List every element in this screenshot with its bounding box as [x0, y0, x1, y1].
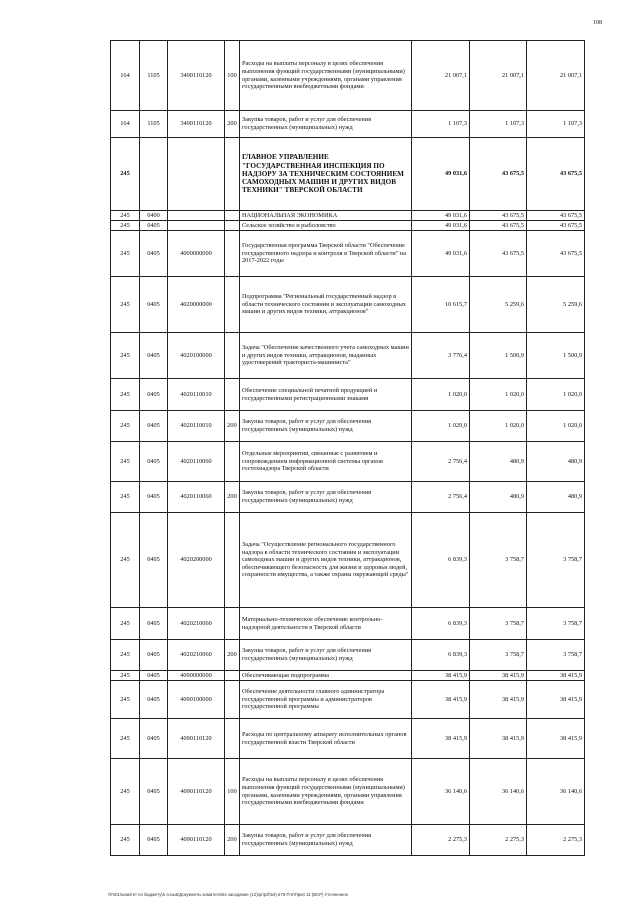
section-code-cell: 0405	[140, 759, 168, 825]
amount-year1-cell: 2 756,4	[412, 482, 470, 513]
amount-year2-cell: 43 675,5	[470, 138, 527, 211]
amount-year2-cell: 5 259,6	[470, 277, 527, 333]
target-article-cell	[168, 211, 225, 221]
amount-year3-cell: 43 675,5	[527, 221, 585, 231]
admin-code-cell: 245	[111, 411, 140, 442]
admin-code-cell: 245	[111, 513, 140, 608]
amount-year2-cell: 38 415,9	[470, 671, 527, 681]
amount-year3-cell: 21 007,1	[527, 41, 585, 111]
admin-code-cell: 245	[111, 608, 140, 640]
amount-year2-cell: 1 020,0	[470, 379, 527, 411]
expense-type-cell: 200	[225, 411, 240, 442]
expense-type-cell	[225, 442, 240, 482]
item-name-cell: Сельское хозяйство и рыболовство	[240, 221, 412, 231]
amount-year3-cell: 1 500,9	[527, 333, 585, 379]
table-row	[111, 41, 585, 111]
amount-year2-cell: 1 020,0	[470, 411, 527, 442]
item-name-cell: Закупка товаров, работ и услуг для обеспечения государственных (муниципальных) нужд	[240, 482, 412, 513]
amount-year2-cell: 3 758,7	[470, 640, 527, 671]
target-article-cell: 4020110060	[168, 442, 225, 482]
item-name-cell: Расходы по центральному аппарату исполнительных органов государственной власти Тверской области	[240, 719, 412, 759]
amount-year2-cell: 43 675,5	[470, 221, 527, 231]
section-code-cell: 0405	[140, 640, 168, 671]
target-article-cell: 4090000000	[168, 671, 225, 681]
section-code-cell: 0405	[140, 681, 168, 719]
amount-year1-cell: 6 839,3	[412, 513, 470, 608]
target-article-cell: 4020100000	[168, 333, 225, 379]
amount-year1-cell: 1 107,3	[412, 111, 470, 138]
item-name-cell: Закупка товаров, работ и услуг для обеспечения государственных (муниципальных) нужд	[240, 825, 412, 856]
target-article-cell: 4020210060	[168, 608, 225, 640]
table-row	[111, 513, 585, 608]
target-article-cell: 4020000000	[168, 277, 225, 333]
section-code-cell: 0405	[140, 671, 168, 681]
amount-year2-cell: 38 415,9	[470, 719, 527, 759]
item-name-cell: Обеспечивающая подпрограмма	[240, 671, 412, 681]
item-name-cell: Государственная программа Тверской области "Обеспечение государственного надзора и контроля в Тверской области" на 2017-2022 годы	[240, 231, 412, 277]
amount-year3-cell: 5 259,6	[527, 277, 585, 333]
amount-year1-cell: 49 031,6	[412, 138, 470, 211]
amount-year2-cell: 480,9	[470, 442, 527, 482]
target-article-cell: 4020210060	[168, 640, 225, 671]
target-article-cell: 4020110060	[168, 482, 225, 513]
table-row	[111, 379, 585, 411]
amount-year3-cell: 43 675,5	[527, 231, 585, 277]
expense-type-cell	[225, 719, 240, 759]
amount-year1-cell: 10 615,7	[412, 277, 470, 333]
target-article-cell: 4090110120	[168, 719, 225, 759]
admin-code-cell: 164	[111, 111, 140, 138]
section-code-cell: 0405	[140, 608, 168, 640]
admin-code-cell: 245	[111, 671, 140, 681]
admin-code-cell: 245	[111, 277, 140, 333]
table-row	[111, 277, 585, 333]
section-code-cell: 0405	[140, 442, 168, 482]
expense-type-cell	[225, 671, 240, 681]
amount-year1-cell: 49 031,6	[412, 231, 470, 277]
expense-type-cell: 200	[225, 825, 240, 856]
admin-code-cell: 245	[111, 482, 140, 513]
table-row	[111, 640, 585, 671]
table-row	[111, 825, 585, 856]
admin-code-cell: 245	[111, 221, 140, 231]
admin-code-cell: 245	[111, 640, 140, 671]
amount-year2-cell: 2 275,3	[470, 825, 527, 856]
target-article-cell: 4000000000	[168, 231, 225, 277]
item-name-cell: Материально-техническое обеспечение контрольно-надзорной деятельности в Тверской области	[240, 608, 412, 640]
amount-year1-cell: 36 140,6	[412, 759, 470, 825]
amount-year1-cell: 2 756,4	[412, 442, 470, 482]
amount-year1-cell: 49 031,6	[412, 211, 470, 221]
amount-year3-cell: 38 415,9	[527, 681, 585, 719]
table-row	[111, 221, 585, 231]
expense-type-cell	[225, 138, 240, 211]
item-name-cell: Обеспечение деятельности главного администратора государственной программы и администраторов государственной программы	[240, 681, 412, 719]
expense-type-cell	[225, 211, 240, 221]
section-code-cell: 0405	[140, 513, 168, 608]
amount-year3-cell: 43 675,5	[527, 211, 585, 221]
expense-type-cell	[225, 277, 240, 333]
item-name-cell: Подпрограмма "Региональный государственный надзор в области технического состояния и эксплуатации самоходных машин и других видов техники, аттракционов"	[240, 277, 412, 333]
amount-year1-cell: 21 007,1	[412, 41, 470, 111]
expense-type-cell	[225, 221, 240, 231]
table-row	[111, 333, 585, 379]
section-code-cell: 0405	[140, 379, 168, 411]
amount-year2-cell: 480,9	[470, 482, 527, 513]
section-code-cell: 0405	[140, 221, 168, 231]
target-article-cell: 4090110120	[168, 825, 225, 856]
admin-code-cell: 245	[111, 333, 140, 379]
amount-year2-cell: 36 140,6	[470, 759, 527, 825]
item-name-cell: Расходы на выплаты персоналу в целях обеспечения выполнения функций государственными (муниципальными) органами, казенными учреждениями, органами управления государственными внебюджетными фондами	[240, 41, 412, 111]
expense-type-cell	[225, 513, 240, 608]
amount-year2-cell: 1 500,9	[470, 333, 527, 379]
table-row	[111, 681, 585, 719]
amount-year2-cell: 21 007,1	[470, 41, 527, 111]
item-name-cell: Расходы на выплаты персоналу в целях обеспечения выполнения функций государственными (муниципальными) органами, казенными учреждениями, органами управления государственными внебюджетными фондами	[240, 759, 412, 825]
target-article-cell: 4020110010	[168, 379, 225, 411]
admin-code-cell: 245	[111, 681, 140, 719]
item-name-cell: НАЦИОНАЛЬНАЯ ЭКОНОМИКА	[240, 211, 412, 221]
amount-year2-cell: 3 758,7	[470, 513, 527, 608]
section-code-cell: 0405	[140, 411, 168, 442]
section-code-cell: 0400	[140, 211, 168, 221]
item-name-cell: Обеспечение специальной печатной продукцией и государственными регистрационными знаками	[240, 379, 412, 411]
amount-year3-cell: 36 140,6	[527, 759, 585, 825]
admin-code-cell: 245	[111, 825, 140, 856]
amount-year1-cell: 38 415,9	[412, 719, 470, 759]
amount-year3-cell: 2 275,3	[527, 825, 585, 856]
expense-type-cell	[225, 608, 240, 640]
table-row	[111, 442, 585, 482]
file-path-footer: \\Fs01\комитет по бюджету\6 созыв\Документы комитета\54 заседание (12)\pr\pzl\54) 675-П-6\Прил 11 (ВСР) Уточненное	[108, 892, 349, 897]
table-row	[111, 482, 585, 513]
target-article-cell	[168, 138, 225, 211]
admin-code-cell: 245	[111, 138, 140, 211]
target-article-cell	[168, 221, 225, 231]
amount-year3-cell: 1 020,0	[527, 379, 585, 411]
amount-year1-cell: 38 415,9	[412, 681, 470, 719]
item-name-cell: Закупка товаров, работ и услуг для обеспечения государственных (муниципальных) нужд	[240, 411, 412, 442]
amount-year3-cell: 3 758,7	[527, 640, 585, 671]
expense-type-cell	[225, 681, 240, 719]
target-article-cell: 3490110120	[168, 41, 225, 111]
admin-code-cell: 164	[111, 41, 140, 111]
amount-year1-cell: 38 415,9	[412, 671, 470, 681]
admin-code-cell: 245	[111, 759, 140, 825]
expense-type-cell	[225, 379, 240, 411]
amount-year3-cell: 480,9	[527, 442, 585, 482]
expense-type-cell: 100	[225, 759, 240, 825]
expense-type-cell	[225, 333, 240, 379]
admin-code-cell: 245	[111, 379, 140, 411]
amount-year2-cell: 1 107,3	[470, 111, 527, 138]
section-code-cell: 0405	[140, 231, 168, 277]
amount-year1-cell: 2 275,3	[412, 825, 470, 856]
table-row	[111, 138, 585, 211]
table-row	[111, 759, 585, 825]
section-code-cell: 0405	[140, 277, 168, 333]
table-row	[111, 608, 585, 640]
admin-code-cell: 245	[111, 231, 140, 277]
table-row	[111, 231, 585, 277]
amount-year2-cell: 43 675,5	[470, 211, 527, 221]
table-row	[111, 111, 585, 138]
target-article-cell: 3490110120	[168, 111, 225, 138]
amount-year2-cell: 3 758,7	[470, 608, 527, 640]
amount-year2-cell: 38 415,9	[470, 681, 527, 719]
item-name-cell: Отдельные мероприятия, связанные с развитием и сопровождением информационной системы органов гостехнадзора Тверской области	[240, 442, 412, 482]
amount-year1-cell: 3 776,4	[412, 333, 470, 379]
table-row	[111, 719, 585, 759]
expense-type-cell: 200	[225, 640, 240, 671]
amount-year3-cell: 38 415,9	[527, 671, 585, 681]
expense-type-cell: 200	[225, 482, 240, 513]
expense-type-cell: 200	[225, 111, 240, 138]
section-code-cell: 0405	[140, 333, 168, 379]
amount-year3-cell: 1 107,3	[527, 111, 585, 138]
section-code-cell: 0405	[140, 719, 168, 759]
budget-table	[110, 40, 585, 856]
admin-code-cell: 245	[111, 211, 140, 221]
amount-year3-cell: 3 758,7	[527, 513, 585, 608]
amount-year3-cell: 3 758,7	[527, 608, 585, 640]
item-name-cell: Закупка товаров, работ и услуг для обеспечения государственных (муниципальных) нужд	[240, 640, 412, 671]
amount-year2-cell: 43 675,5	[470, 231, 527, 277]
item-name-cell: Закупка товаров, работ и услуг для обеспечения государственных (муниципальных) нужд	[240, 111, 412, 138]
amount-year3-cell: 38 415,9	[527, 719, 585, 759]
admin-code-cell: 245	[111, 442, 140, 482]
amount-year1-cell: 6 839,3	[412, 640, 470, 671]
amount-year1-cell: 1 020,0	[412, 379, 470, 411]
section-code-cell: 1105	[140, 111, 168, 138]
table-row	[111, 671, 585, 681]
amount-year3-cell: 1 020,0	[527, 411, 585, 442]
amount-year1-cell: 49 031,6	[412, 221, 470, 231]
amount-year1-cell: 1 020,0	[412, 411, 470, 442]
section-code-cell: 0405	[140, 825, 168, 856]
target-article-cell: 4090100000	[168, 681, 225, 719]
table-row	[111, 211, 585, 221]
section-code-cell	[140, 138, 168, 211]
section-code-cell: 0405	[140, 482, 168, 513]
item-name-cell: ГЛАВНОЕ УПРАВЛЕНИЕ "ГОСУДАРСТВЕННАЯ ИНСПЕКЦИЯ ПО НАДЗОРУ ЗА ТЕХНИЧЕСКИМ СОСТОЯНИЕМ САМОХОДНЫХ МАШИН И ДРУГИХ ВИДОВ ТЕХНИКИ" ТВЕРСКОЙ ОБЛАСТИ	[240, 138, 412, 211]
expense-type-cell: 100	[225, 41, 240, 111]
target-article-cell: 4090110120	[168, 759, 225, 825]
amount-year3-cell: 480,9	[527, 482, 585, 513]
section-code-cell: 1105	[140, 41, 168, 111]
page-number: 108	[593, 20, 602, 26]
admin-code-cell: 245	[111, 719, 140, 759]
target-article-cell: 4020200000	[168, 513, 225, 608]
table-row	[111, 411, 585, 442]
expense-type-cell	[225, 231, 240, 277]
item-name-cell: Задача "Осуществление регионального государственного надзора в области технического состояния и эксплуатации самоходных машин и других видов техники, аттракционов, обеспечивающего безопасность для жизни и здоровья людей, сохранности имущества, а также охраны окружающей среды"	[240, 513, 412, 608]
amount-year3-cell: 43 675,5	[527, 138, 585, 211]
amount-year1-cell: 6 839,3	[412, 608, 470, 640]
item-name-cell: Задача "Обеспечение качественного учета самоходных машин и других видов техники, аттракционов, выданных удостоверений тракториста-машиниста"	[240, 333, 412, 379]
target-article-cell: 4020110010	[168, 411, 225, 442]
